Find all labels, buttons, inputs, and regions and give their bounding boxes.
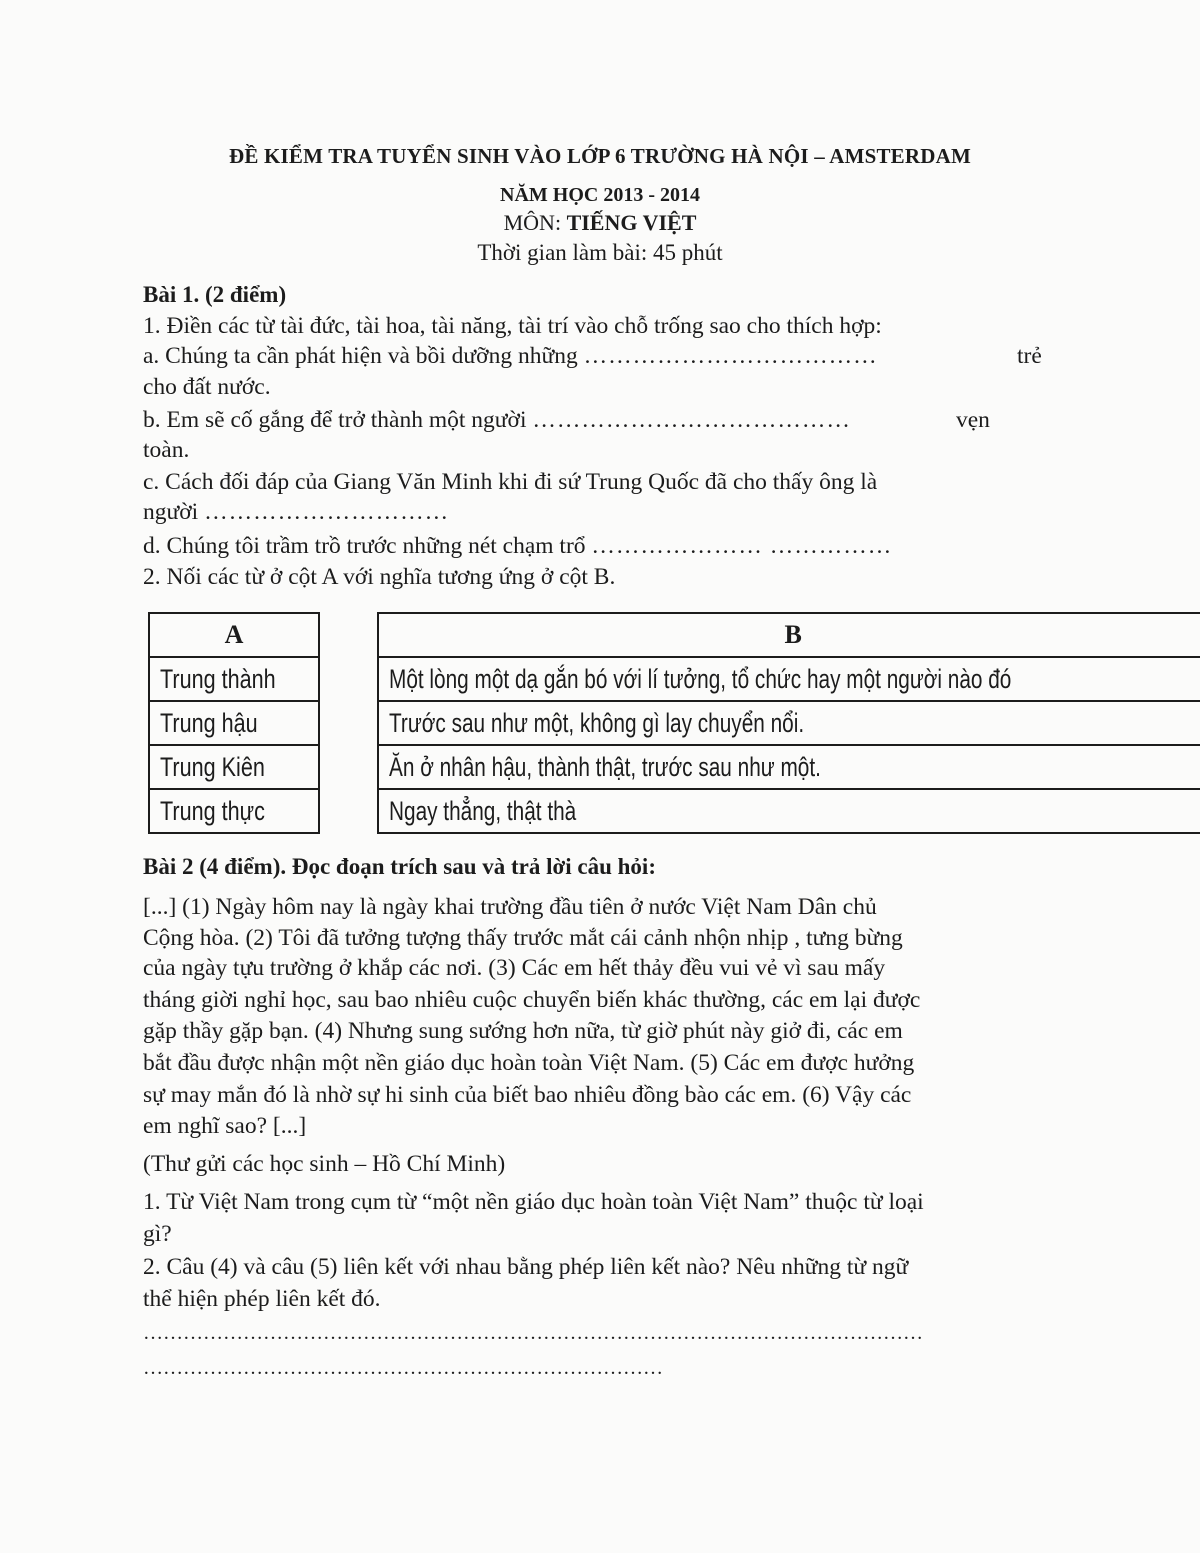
bai1-item-d [143, 533, 892, 560]
item-a-cont: cho đất nước. [143, 374, 271, 400]
item-c-cont [143, 499, 449, 526]
column-b-item: Ăn ở nhân hậu, thành thật, trước sau như một. [378, 745, 1200, 789]
bai1-heading: Bài 1. (2 điểm) [143, 282, 287, 307]
bai2-question-2-cont: thể hiện phép liên kết đó. [143, 1286, 381, 1312]
bai2-heading: Bài 2 (4 điểm). Đọc đoạn trích sau và trả lời câu hỏi: [143, 854, 656, 879]
column-a-header: A [149, 613, 319, 657]
school-year: NĂM HỌC 2013 - 2014 [500, 184, 700, 206]
column-b-item: Trước sau như một, không gì lay chuyển nổi. [378, 701, 1200, 745]
exam-title: ĐỀ KIỂM TRA TUYỂN SINH VÀO LỚP 6 TRƯỜNG HÀ NỘI – AMSTERDAM [228, 144, 972, 168]
column-b-item: Một lòng một dạ gắn bó với lí tưởng, tổ chức hay một người nào đó [378, 657, 1200, 701]
column-a-table [148, 612, 320, 834]
item-c-blank: ………………………… [204, 499, 450, 525]
item-b-blank: ………………………………… [532, 407, 851, 433]
bai1-question-2: 2. Nối các từ ở cột A với nghĩa tương ứng ở cột B. [143, 564, 616, 590]
subject-name: TIẾNG VIỆT [566, 210, 697, 235]
column-a-item: Trung thực [149, 789, 319, 833]
bai1-item-a [143, 343, 878, 370]
column-a-item: Trung hậu [149, 701, 319, 745]
time-limit: Thời gian làm bài: 45 phút [477, 240, 723, 265]
column-a-item: Trung thành [149, 657, 319, 701]
bai1-question-1: 1. Điền các từ tài đức, tài hoa, tài năng, tài trí vào chỗ trống sao cho thích hợp: [143, 313, 882, 339]
item-a-blank: ……………………………… [583, 343, 878, 369]
column-b-item: Ngay thẳng, thật thà [378, 789, 1200, 833]
column-b-table [377, 612, 1200, 834]
passage-line: gặp thầy gặp bạn. (4) Nhưng sung sướng hơn nữa, từ giờ phút này giở đi, các em [143, 1018, 903, 1044]
answer-line: …………………………………………………………………… [143, 1357, 663, 1379]
item-b-text: b. Em sẽ cố gắng để trở thành một người [143, 407, 527, 433]
subject-line [0, 210, 1200, 236]
bai1-item-b [143, 407, 851, 434]
item-d-blank: ………………… …………… [591, 533, 893, 559]
passage-line: sự may mắn đó là nhờ sự hi sinh của biết bao nhiêu đồng bào các em. (6) Vậy các [143, 1082, 912, 1108]
passage-line: của ngày tựu trường ở khắp các nơi. (3) Các em hết thảy đều vui vẻ vì sau mấy [143, 955, 886, 981]
passage-line: Cộng hòa. (2) Tôi đã tưởng tượng thấy trước mắt cái cảnh nhộn nhịp , tưng bừng [143, 925, 903, 951]
item-a-text: a. Chúng ta cần phát hiện và bồi dưỡng những [143, 343, 578, 369]
answer-line: ……………………………………………………………………………………………………… [143, 1322, 923, 1344]
subject-label: MÔN: [503, 210, 562, 235]
item-b-cont: toàn. [143, 437, 190, 463]
column-a-item: Trung Kiên [149, 745, 319, 789]
bai2-question-2: 2. Câu (4) và câu (5) liên kết với nhau bằng phép liên kết nào? Nêu những từ ngữ [143, 1254, 909, 1280]
column-b-header: B [378, 613, 1200, 657]
passage-source: (Thư gửi các học sinh – Hồ Chí Minh) [143, 1151, 506, 1177]
passage-line: em nghĩ sao? [...] [143, 1113, 307, 1139]
item-a-end: trẻ [1017, 343, 1042, 369]
bai2-question-1: 1. Từ Việt Nam trong cụm từ “một nền giáo dục hoàn toàn Việt Nam” thuộc từ loại [143, 1189, 924, 1215]
item-c-text: người [143, 499, 199, 525]
passage-line: bắt đầu được nhận một nền giáo dục hoàn toàn Việt Nam. (5) Các em được hưởng [143, 1050, 915, 1076]
bai1-item-c: c. Cách đối đáp của Giang Văn Minh khi đi sứ Trung Quốc đã cho thấy ông là [143, 469, 878, 495]
passage-line: tháng giời nghỉ học, sau bao nhiêu cuộc chuyển biến khác thường, các em lại được [143, 987, 921, 1013]
bai2-question-1-cont: gì? [143, 1221, 172, 1247]
item-b-end: vẹn [956, 407, 990, 433]
item-d-text: d. Chúng tôi trầm trồ trước những nét chạm trổ [143, 533, 586, 559]
passage-line: [...] (1) Ngày hôm nay là ngày khai trường đầu tiên ở nước Việt Nam Dân chủ [143, 894, 877, 920]
